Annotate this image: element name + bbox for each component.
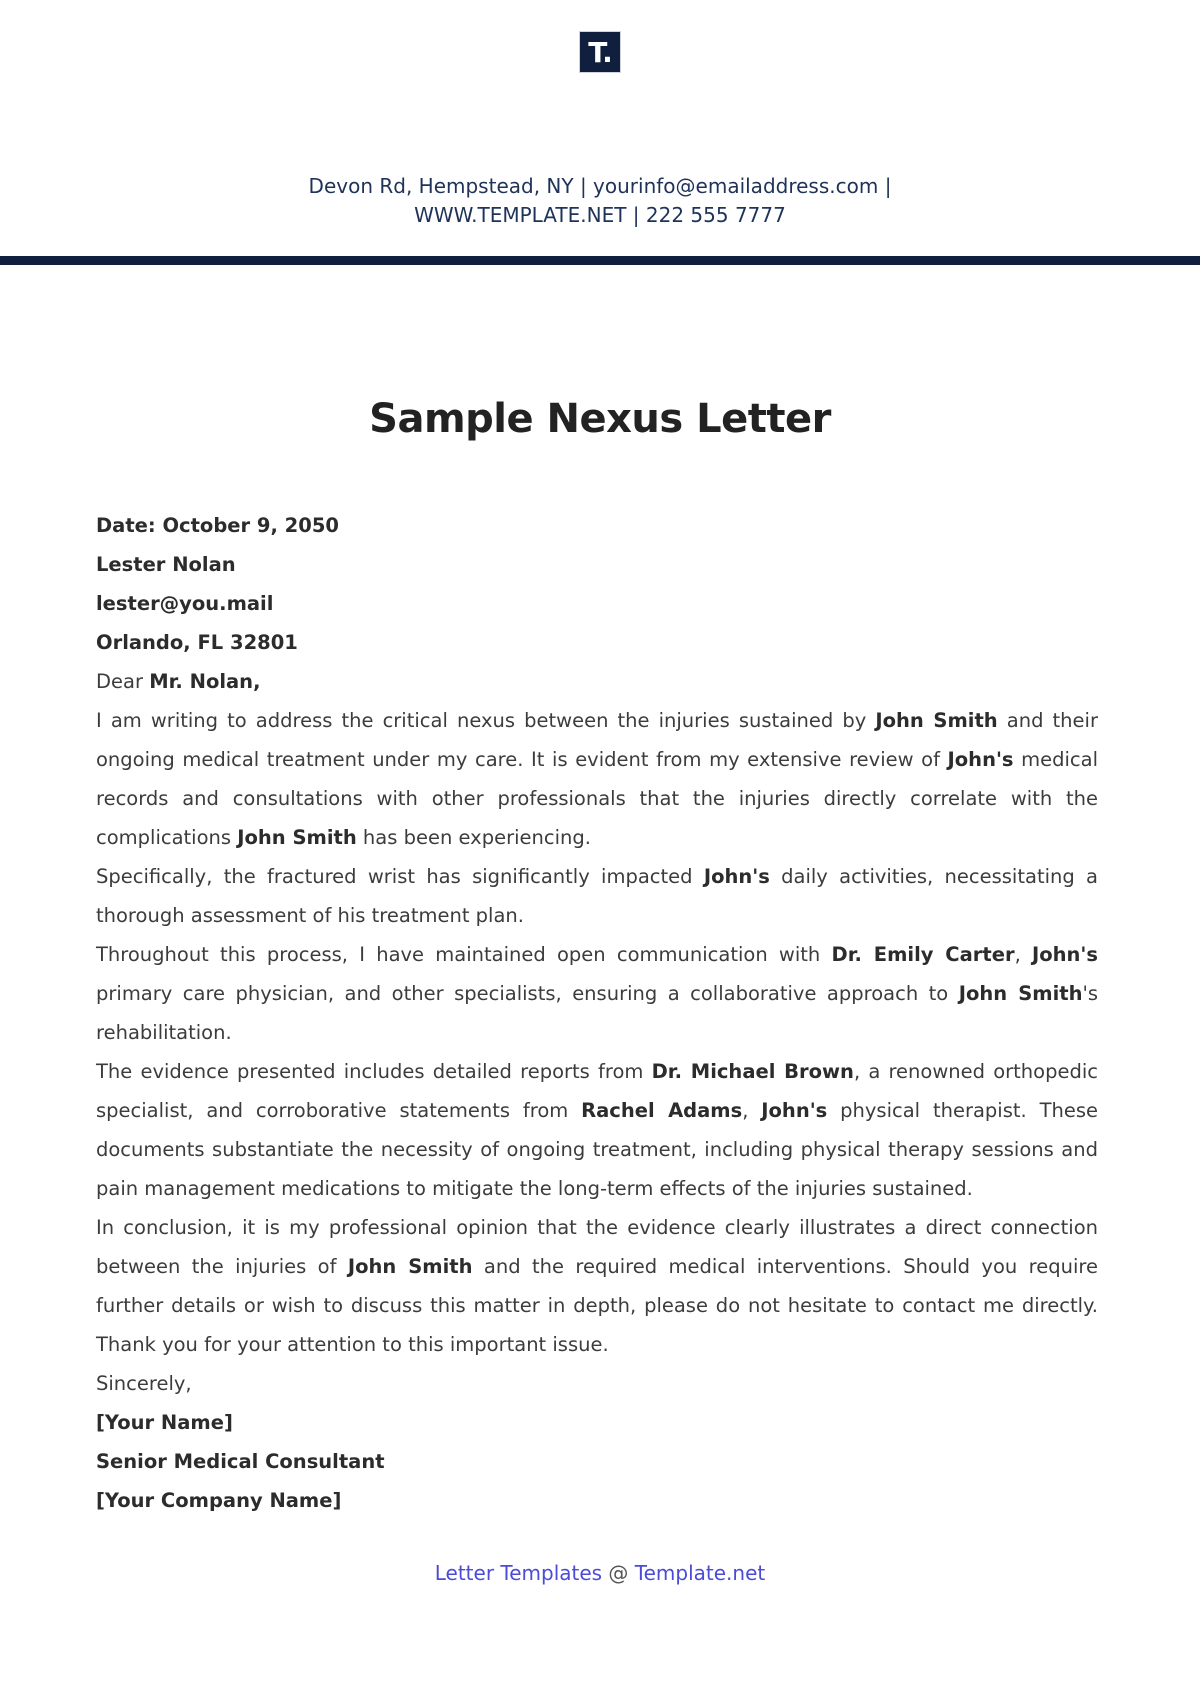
paragraph-2: Specifically, the fractured wrist has significantly impacted John's daily activities, necessitating a thorough assessment of his treatment plan. — [96, 865, 1098, 927]
letter-templates-link[interactable]: Letter Templates — [434, 1561, 603, 1585]
paragraph-1: I am writing to address the critical nexus between the injuries sustained by John Smith and their ongoing medical treatment under my care. It is evident from my extensive review of John's medical records and consultations with other professionals that the injuries directly correlate with the complications John Smith has been experiencing. — [96, 709, 1098, 849]
recipient-address: Orlando, FL 32801 — [96, 631, 298, 654]
header-divider — [0, 256, 1200, 265]
template-logo: T. — [579, 31, 621, 73]
letter-date: Date: October 9, 2050 — [96, 514, 339, 537]
letter-body — [96, 506, 1098, 1520]
footer-separator: @ — [602, 1561, 635, 1585]
signer-name: [Your Name] — [96, 1411, 233, 1434]
contact-line-1: Devon Rd, Hempstead, NY | yourinfo@emailaddress.com | — [308, 174, 892, 198]
closing: Sincerely, — [96, 1372, 192, 1395]
salutation: Dear Mr. Nolan, — [96, 670, 261, 693]
recipient-email: lester@you.mail — [96, 592, 274, 615]
logo-container — [0, 31, 1200, 73]
signer-company: [Your Company Name] — [96, 1489, 342, 1512]
footer — [0, 1561, 1200, 1585]
recipient-name: Lester Nolan — [96, 553, 236, 576]
contact-line-2: WWW.TEMPLATE.NET | 222 555 7777 — [414, 203, 786, 227]
signer-title: Senior Medical Consultant — [96, 1450, 385, 1473]
paragraph-4: The evidence presented includes detailed reports from Dr. Michael Brown, a renowned orthopedic specialist, and corroborative statements from Rachel Adams, John's physical therapist. These documents substantiate the necessity of ongoing treatment, including physical therapy sessions and pain management medications to mitigate the long-term effects of the injuries sustained. — [96, 1060, 1098, 1200]
page-title: Sample Nexus Letter — [369, 396, 831, 442]
template-net-link[interactable]: Template.net — [634, 1561, 766, 1585]
contact-info — [0, 172, 1200, 230]
paragraph-5: In conclusion, it is my professional opinion that the evidence clearly illustrates a direct connection between the injuries of John Smith and the required medical interventions. Should you require further details or wish to discuss this matter in depth, please do not hesitate to contact me directly. Thank you for your attention to this important issue. — [96, 1216, 1098, 1356]
paragraph-3: Throughout this process, I have maintained open communication with Dr. Emily Carter, John's primary care physician, and other specialists, ensuring a collaborative approach to John Smith's rehabilitation. — [96, 943, 1098, 1044]
